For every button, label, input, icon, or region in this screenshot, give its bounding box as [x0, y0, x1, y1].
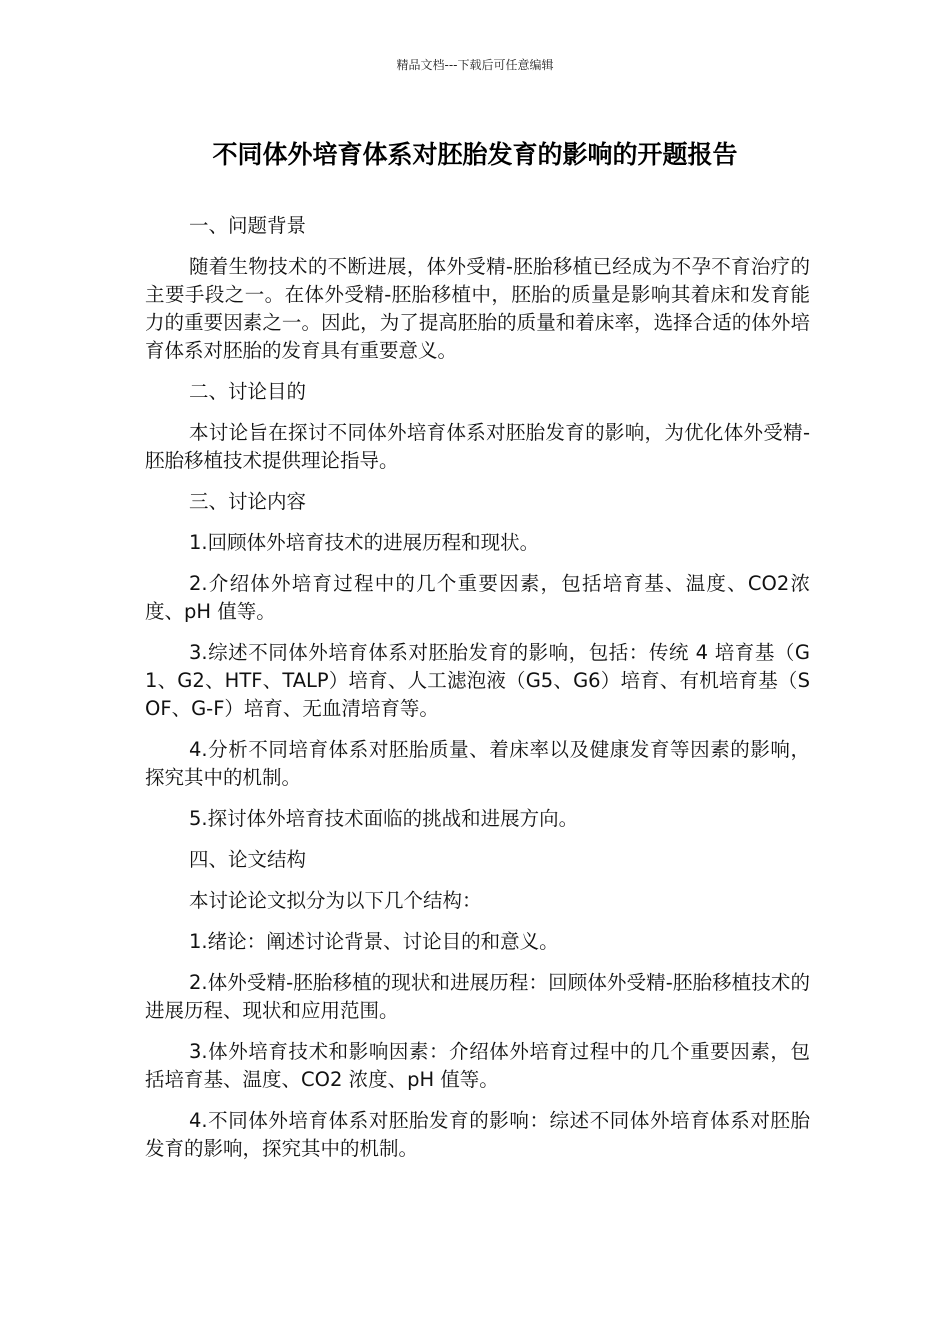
structure-item-1: 1.绪论：阐述讨论背景、讨论目的和意义。	[189, 930, 559, 953]
document-title: 不同体外培育体系对胚胎发育的影响的开题报告	[212, 140, 738, 169]
content-item-3: 3.综述不同体外培育体系对胚胎发育的影响，包括：传统 4 培育基（G1、G2、HTF、TALP）培育、人工滤泡液（G5、G6）培育、有机培育基（SOF、G-F）培育、无血清培育等。	[145, 641, 810, 720]
structure-item-2: 2.体外受精-胚胎移植的现状和进展历程：回顾体外受精-胚胎移植技术的进展历程、现状和应用范围。	[145, 971, 810, 1022]
structure-item-4: 4.不同体外培育体系对胚胎发育的影响：综述不同体外培育体系对胚胎发育的影响，探究其中的机制。	[145, 1109, 810, 1160]
document-body	[145, 212, 810, 1176]
section-heading-structure: 四、论文结构	[189, 848, 307, 871]
paragraph-background: 随着生物技术的不断进展，体外受精-胚胎移植已经成为不孕不育治疗的主要手段之一。在体外受精-胚胎移植中，胚胎的质量是影响其着床和发育能力的重要因素之一。因此，为了提高胚胎的质量和着床率，选择合适的体外培育体系对胚胎的发育具有重要意义。	[145, 255, 810, 362]
content-item-4: 4.分析不同培育体系对胚胎质量、着床率以及健康发育等因素的影响，探究其中的机制。	[145, 738, 810, 789]
section-heading-background: 一、问题背景	[189, 214, 307, 237]
structure-item-3: 3.体外培育技术和影响因素：介绍体外培育过程中的几个重要因素，包括培育基、温度、CO2 浓度、pH 值等。	[145, 1040, 810, 1091]
section-heading-content: 三、讨论内容	[189, 490, 307, 513]
page-header: 精品文档---下载后可任意编辑	[396, 58, 554, 72]
paragraph-purpose: 本讨论旨在探讨不同体外培育体系对胚胎发育的影响，为优化体外受精-胚胎移植技术提供理论指导。	[145, 421, 810, 472]
section-heading-purpose: 二、讨论目的	[189, 380, 307, 403]
content-item-5: 5.探讨体外培育技术面临的挑战和进展方向。	[189, 807, 579, 830]
content-item-1: 1.回顾体外培育技术的进展历程和现状。	[189, 531, 540, 554]
paragraph-structure-intro: 本讨论论文拟分为以下几个结构：	[189, 889, 482, 912]
content-item-2: 2.介绍体外培育过程中的几个重要因素，包括培育基、温度、CO2浓度、pH 值等。	[145, 572, 810, 623]
